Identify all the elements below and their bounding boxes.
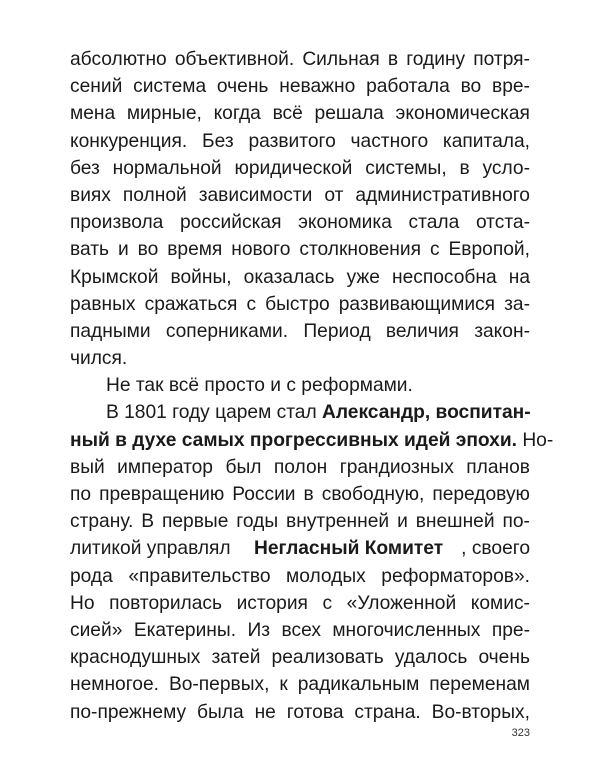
- word: Без: [202, 130, 234, 152]
- text-line: [70, 508, 530, 535]
- word: войны,: [170, 266, 232, 288]
- word: развитого: [248, 130, 336, 152]
- word: быстро: [265, 293, 330, 315]
- word: нормальной: [112, 157, 222, 179]
- word: в: [303, 484, 314, 505]
- body-text: [70, 46, 554, 726]
- word: внешней: [415, 511, 495, 533]
- word: потря-: [473, 49, 530, 70]
- word: виях: [70, 184, 111, 206]
- word: отста-: [475, 212, 530, 234]
- text-line: [70, 73, 530, 100]
- word: годы: [236, 511, 279, 533]
- word: первые: [161, 511, 229, 533]
- word: вый: [70, 456, 105, 478]
- text-line: [70, 454, 530, 481]
- word: время: [167, 239, 223, 261]
- word: грандиозных: [339, 456, 454, 478]
- word: немногое.: [70, 674, 159, 696]
- word: без: [70, 157, 100, 179]
- word: уже: [346, 266, 380, 288]
- word: решала: [314, 103, 384, 125]
- word: административного: [355, 184, 530, 206]
- word: вать: [70, 239, 110, 261]
- word: и: [397, 511, 408, 533]
- word: капитала,: [442, 130, 530, 152]
- word: сией»: [70, 619, 123, 641]
- word: реализовать: [271, 647, 384, 669]
- word: в: [387, 49, 399, 70]
- word: закон-: [474, 320, 530, 342]
- word: частного: [350, 130, 429, 152]
- word: Во-вторых,: [431, 701, 530, 723]
- word: очень: [478, 647, 530, 669]
- word: затей: [211, 647, 261, 669]
- word: Но: [70, 592, 95, 614]
- text-segment: литикой управлял: [70, 538, 236, 560]
- word: Крымской: [70, 266, 159, 288]
- text-segment: В 1801 году царем стал: [106, 402, 322, 424]
- bold-text: Александр, воспитан-: [321, 402, 531, 424]
- text-line: [70, 699, 530, 726]
- text-line: [70, 209, 530, 236]
- word: Во-первых,: [168, 674, 270, 696]
- bold-text: ный в духе самых прогрессивных идей эпохи.: [70, 429, 517, 451]
- word: Период: [303, 320, 371, 342]
- text-line: [70, 671, 530, 698]
- text-line: [70, 46, 530, 73]
- word: экономика: [298, 212, 392, 234]
- text-line: [70, 182, 530, 209]
- word: в: [459, 157, 470, 179]
- word: удалось: [394, 647, 468, 669]
- word: превращению: [99, 484, 225, 505]
- word: от: [324, 184, 344, 206]
- word: всех: [281, 619, 321, 641]
- word: рода: [70, 565, 113, 587]
- word: вре-: [492, 76, 530, 98]
- word: оказалась: [243, 266, 335, 288]
- word: не: [254, 701, 276, 723]
- word: полной: [122, 184, 187, 206]
- word: объективной.: [174, 49, 295, 70]
- word: неважно: [279, 76, 356, 98]
- word: планов: [466, 456, 530, 478]
- word: комис-: [470, 592, 530, 614]
- text-line: [70, 535, 530, 562]
- text-line: Не так всё просто и с реформами.: [106, 375, 413, 397]
- word: сений: [70, 76, 123, 98]
- word: сражаться: [144, 293, 238, 315]
- text-line: [70, 644, 530, 671]
- page-number: 323: [511, 727, 530, 739]
- word: экономическая: [395, 103, 530, 125]
- word: передовую: [432, 484, 530, 505]
- word: и: [117, 239, 129, 261]
- word: Из: [247, 619, 271, 641]
- word: пре-: [491, 619, 530, 641]
- text-line: [70, 318, 530, 345]
- word: во: [137, 239, 159, 261]
- word: за-: [504, 293, 530, 315]
- word: падными: [70, 320, 151, 342]
- text-line: [70, 590, 530, 617]
- text-segment: Но-: [516, 429, 554, 451]
- word: реформаторов».: [381, 565, 530, 587]
- word: развивающимися: [338, 293, 496, 315]
- word: к: [279, 674, 288, 696]
- word: свободную,: [321, 484, 425, 505]
- word: с: [246, 293, 257, 315]
- word: многочисленных: [332, 619, 481, 641]
- text-line: [70, 128, 530, 155]
- word: на: [508, 266, 530, 288]
- word: готова: [286, 701, 344, 723]
- text-line: [70, 291, 530, 318]
- word: соперниками.: [165, 320, 289, 342]
- text-line: [70, 399, 530, 426]
- word: была: [197, 701, 244, 723]
- word: система: [133, 76, 207, 98]
- word: по-прежнему: [70, 701, 187, 723]
- word: мирные,: [126, 103, 202, 125]
- word: величия: [385, 320, 459, 342]
- word: Сильная: [302, 49, 380, 70]
- word: стала: [408, 212, 460, 234]
- text-line: чился.: [70, 348, 128, 370]
- word: абсолютно: [70, 49, 167, 70]
- word: работала: [366, 76, 450, 98]
- word: радикальным: [297, 674, 420, 696]
- word: полон: [273, 456, 328, 478]
- word: очень: [216, 76, 269, 98]
- word: император: [117, 456, 213, 478]
- word: России: [232, 484, 296, 505]
- text-line: [70, 100, 530, 127]
- text-line: [70, 617, 530, 644]
- word: краснодушных: [70, 647, 201, 669]
- word: «Уложенной: [346, 592, 457, 614]
- word: равных: [70, 293, 136, 315]
- word: мена: [70, 103, 116, 125]
- word: страна.: [354, 701, 421, 723]
- word: годину: [406, 49, 466, 70]
- word: Екатерины.: [133, 619, 237, 641]
- word: «правительство: [128, 565, 271, 587]
- word: конкуренция.: [70, 130, 188, 152]
- word: нового: [231, 239, 291, 261]
- word: с: [322, 592, 333, 614]
- word: во: [460, 76, 482, 98]
- word: системы,: [365, 157, 447, 179]
- word: по-: [502, 511, 530, 533]
- word: произвола: [70, 212, 164, 234]
- text-line: [70, 563, 530, 590]
- word: юридической: [234, 157, 353, 179]
- text-line: [70, 155, 530, 182]
- word: всё: [272, 103, 303, 125]
- word: история: [236, 592, 308, 614]
- text-line: [70, 427, 554, 454]
- word: усло-: [482, 157, 530, 179]
- word: по: [70, 484, 92, 505]
- word: неспособна: [391, 266, 497, 288]
- text-line: [70, 264, 530, 291]
- word: столкновения: [299, 239, 422, 261]
- text-line: [70, 236, 530, 263]
- word: молодых: [286, 565, 366, 587]
- text-segment: , своего: [461, 538, 530, 560]
- word: переменам: [429, 674, 530, 696]
- word: страну.: [70, 511, 134, 533]
- word: с: [429, 239, 440, 261]
- text-line: [70, 481, 530, 508]
- bold-text: Негласный Комитет: [254, 538, 444, 560]
- word: был: [225, 456, 262, 478]
- word: Европой,: [448, 239, 530, 261]
- word: российская: [180, 212, 282, 234]
- word: повторилась: [109, 592, 223, 614]
- word: зависимости: [198, 184, 313, 206]
- word: когда: [213, 103, 261, 125]
- word: В: [141, 511, 155, 533]
- word: внутренней: [286, 511, 390, 533]
